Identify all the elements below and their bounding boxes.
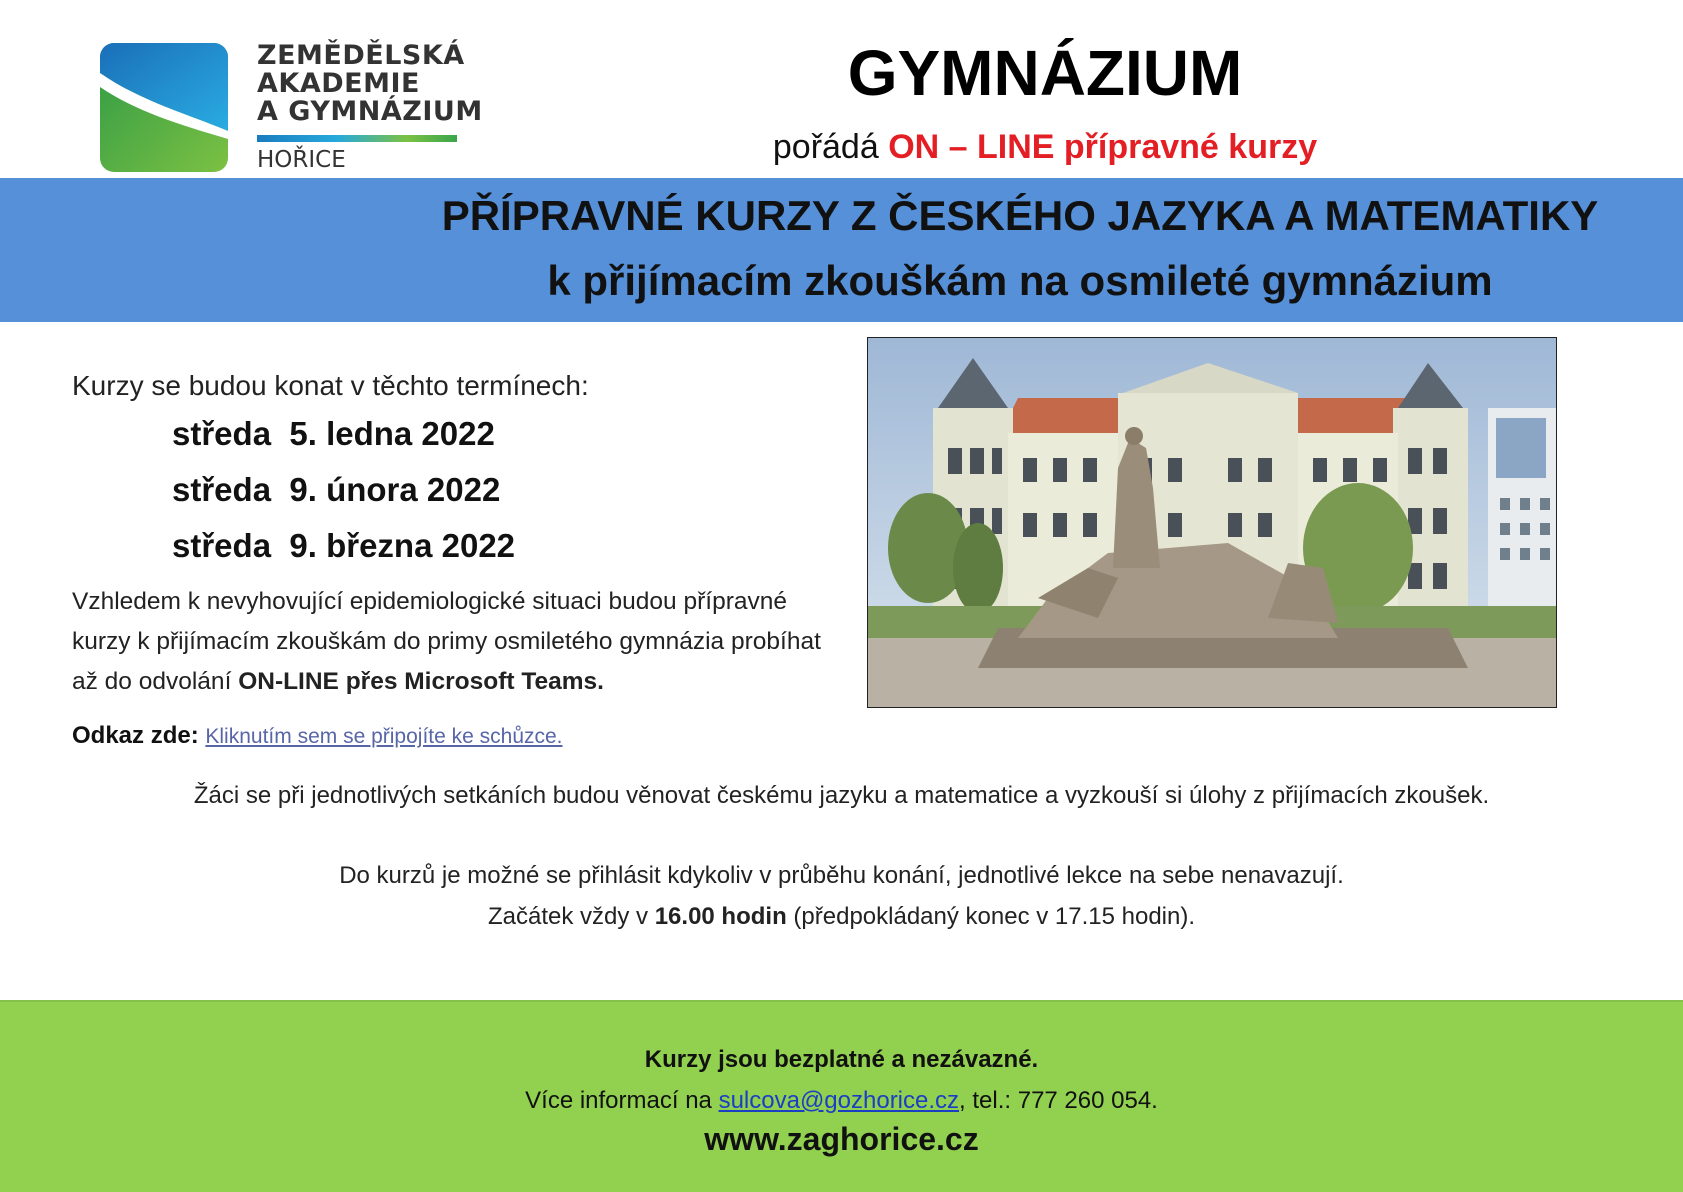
meeting-link-row [72, 722, 563, 750]
meeting-link-label: Odkaz zde: [72, 722, 199, 749]
logo-line-1: ZEMĚDĚLSKÁ [257, 40, 465, 71]
schedule-date: středa 9. února 2022 [172, 471, 501, 508]
schedule-date: středa 5. ledna 2022 [172, 415, 495, 452]
page-subtitle [700, 128, 1390, 167]
notice-paragraph [72, 582, 852, 702]
start-time: 16.00 hodin [654, 903, 787, 930]
footer-contact [0, 1087, 1683, 1115]
logo-city: HOŘICE [257, 147, 346, 173]
teams-meeting-link[interactable]: Kliknutím sem se připojíte ke schůzce. [205, 725, 563, 748]
info-line-2: Do kurzů je možné se přihlásit kdykoliv v průběhu konání, jednotlivé lekce na sebe nenavazují. [339, 862, 1344, 889]
headline-line-1: PŘÍPRAVNÉ KURZY Z ČESKÉHO JAZYKA A MATEMATIKY [441, 192, 1599, 239]
headline-line-2: k přijímacím zkouškám na osmileté gymnázium [547, 257, 1493, 304]
schedule-intro: Kurzy se budou konat v těchto termínech: [72, 370, 589, 401]
contact-prefix: Více informací na [525, 1087, 719, 1114]
notice-text: Vzhledem k nevyhovující epidemiologické situaci budou přípravné kurzy k přijímacím zkouškám do primy osmiletého gymnázia probíhat až do odvolání [72, 588, 821, 695]
logo-divider [257, 135, 457, 142]
subtitle-prefix: pořádá [772, 128, 889, 166]
info-line-3 [0, 903, 1683, 931]
school-building-photo [867, 337, 1557, 708]
start-time-prefix: Začátek vždy v [487, 903, 655, 930]
info-line-1: Žáci se při jednotlivých setkáních budou věnovat českému jazyku a matematice a vyzkouší si úlohy z přijímacích zkoušek. [193, 782, 1490, 809]
logo-line-2: AKADEMIE [257, 68, 420, 99]
school-logo-name [257, 42, 483, 126]
logo-line-3: A GYMNÁZIUM [257, 96, 483, 127]
subtitle-highlight: ON – LINE přípravné kurzy [888, 128, 1318, 166]
school-logo-mark [100, 43, 228, 172]
contact-phone: , tel.: 777 260 054. [959, 1087, 1158, 1114]
schedule-date: středa 9. března 2022 [172, 527, 516, 564]
notice-bold: ON-LINE přes Microsoft Teams. [238, 668, 604, 695]
start-time-suffix: (předpokládaný konec v 17.15 hodin). [786, 903, 1196, 930]
page-title: GYMNÁZIUM [847, 37, 1243, 109]
contact-email-link[interactable]: sulcova@gozhorice.cz [718, 1087, 960, 1114]
footer-website: www.zaghorice.cz [704, 1121, 979, 1157]
footer-free-note: Kurzy jsou bezplatné a nezávazné. [644, 1046, 1039, 1073]
